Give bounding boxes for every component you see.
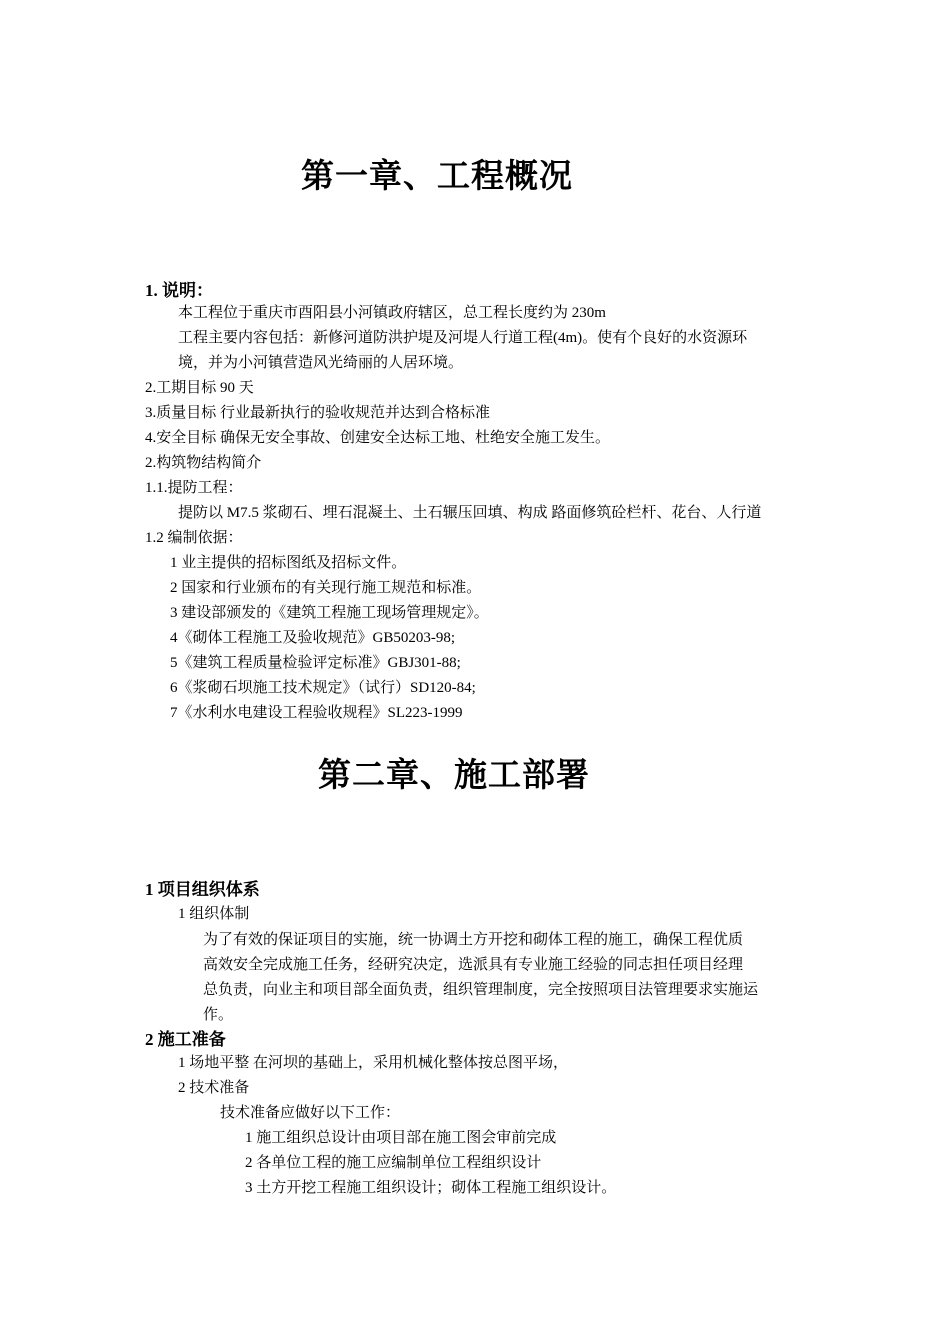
basis-item: 1 业主提供的招标图纸及招标文件。 bbox=[170, 555, 407, 571]
prep-site-leveling: 1 场地平整 在河坝的基础上，采用机械化整体按总图平场， bbox=[178, 1055, 569, 1071]
org-text-line: 高效安全完成施工任务，经研究决定，选派具有专业施工经验的同志担任项目经理 bbox=[203, 957, 744, 973]
levee-text: 提防以 M7.5 浆砌石、埋石混凝土、土石辗压回填、构成 路面修筑砼栏杆、花台、人行道 bbox=[178, 505, 762, 521]
description-paragraph-2b: 境，并为小河镇营造风光绮丽的人居环境。 bbox=[178, 355, 464, 371]
prep-tech-item: 3 土方开挖工程施工组织设计；砌体工程施工组织设计。 bbox=[245, 1180, 617, 1196]
description-paragraph-1: 本工程位于重庆市酉阳县小河镇政府辖区，总工程长度约为 230m bbox=[178, 305, 606, 321]
org-system-heading: 1 项目组织体系 bbox=[145, 880, 260, 899]
goal-duration: 2.工期目标 90 天 bbox=[145, 380, 254, 396]
chapter-1-title: 第一章、工程概况 bbox=[301, 159, 573, 195]
chapter-2-title: 第二章、施工部署 bbox=[318, 758, 590, 794]
org-text-line: 作。 bbox=[203, 1007, 234, 1023]
goal-quality: 3.质量目标 行业最新执行的验收规范并达到合格标准 bbox=[145, 405, 491, 421]
org-text-line: 总负责，向业主和项目部全面负责，组织管理制度，完全按照项目法管理要求实施运 bbox=[203, 982, 759, 998]
structure-heading: 2.构筑物结构简介 bbox=[145, 455, 262, 471]
basis-item: 6《浆砌石坝施工技术规定》（试行）SD120-84; bbox=[170, 680, 476, 696]
org-structure-subheading: 1 组织体制 bbox=[178, 906, 250, 922]
description-paragraph-2a: 工程主要内容包括：新修河道防洪护堤及河堤人行道工程(4m)。使有个良好的水资源环 bbox=[178, 330, 748, 346]
prep-tech-subheading: 2 技术准备 bbox=[178, 1080, 250, 1096]
basis-heading: 1.2 编制依据： bbox=[145, 530, 243, 546]
basis-item: 3 建设部颁发的《建筑工程施工现场管理规定》。 bbox=[170, 605, 489, 621]
levee-heading: 1.1.提防工程： bbox=[145, 480, 243, 496]
basis-item: 7《水利水电建设工程验收规程》SL223-1999 bbox=[170, 705, 463, 721]
basis-item: 5《建筑工程质量检验评定标准》GBJ301-88; bbox=[170, 655, 461, 671]
prep-tech-item: 2 各单位工程的施工应编制单位工程组织设计 bbox=[245, 1155, 542, 1171]
org-text-line: 为了有效的保证项目的实施，统一协调土方开挖和砌体工程的施工，确保工程优质 bbox=[203, 932, 744, 948]
section-description-heading: 1. 说明： bbox=[145, 281, 213, 300]
prep-tech-item: 1 施工组织总设计由项目部在施工图会审前完成 bbox=[245, 1130, 557, 1146]
goal-safety: 4.安全目标 确保无安全事故、创建安全达标工地、杜绝安全施工发生。 bbox=[145, 430, 611, 446]
prep-tech-intro: 技术准备应做好以下工作： bbox=[220, 1105, 401, 1121]
basis-item: 2 国家和行业颁布的有关现行施工规范和标准。 bbox=[170, 580, 482, 596]
construction-prep-heading: 2 施工准备 bbox=[145, 1030, 226, 1049]
basis-item: 4《砌体工程施工及验收规范》GB50203-98; bbox=[170, 630, 456, 646]
